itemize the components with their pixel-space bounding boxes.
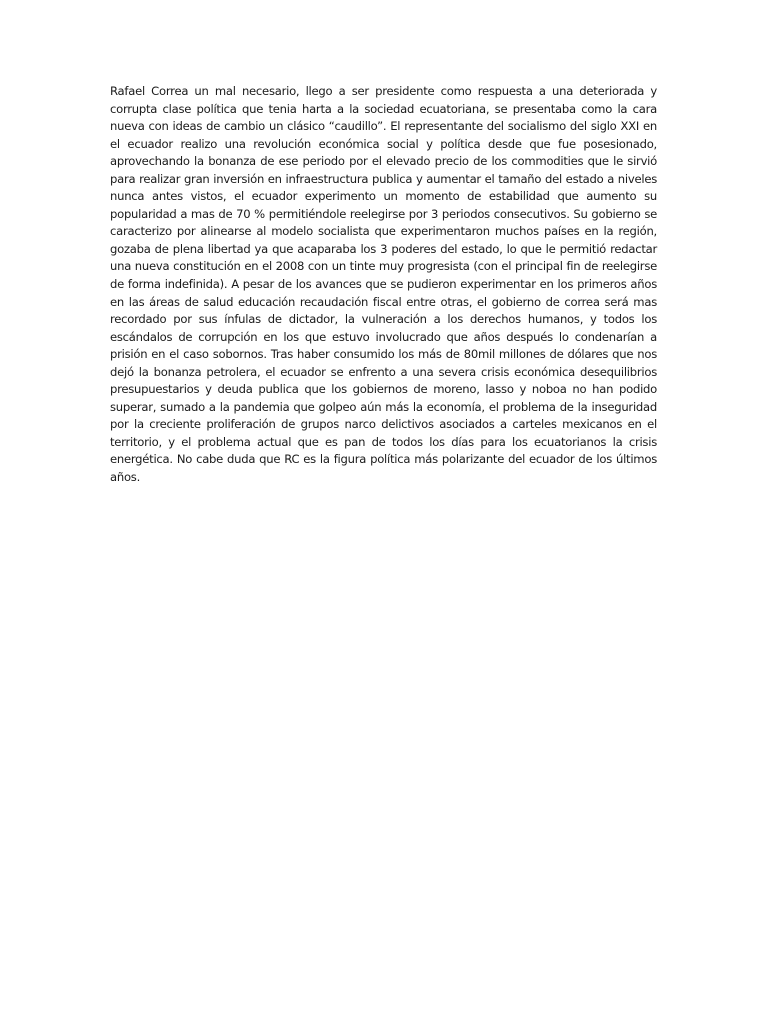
body-paragraph: Rafael Correa un mal necesario, llego a ser presidente como respuesta a una deteriorada y corrupta clase política que tenia harta a la sociedad ecuatoriana, se presentaba como la cara nueva con ideas de cambio un clásico “caudillo”. El representante del socialismo del siglo XXI en el ecuador realizo una revolución económica social y política desde que fue posesionado, aprovechando la bonanza de ese periodo por el elevado precio de los commodities que le sirvió para realizar gran inversión en infraestructura publica y aumentar el tamaño del estado a niveles nunca antes vistos, el ecuador experimento un momento de estabilidad que aumento su popularidad a mas de 70 % permitiéndole reelegirse por 3 periodos consecutivos. Su gobierno se caracterizo por alinearse al modelo socialista que experimentaron muchos países en la región, gozaba de plena libertad ya que acaparaba los 3 poderes del estado, lo que le permitió redactar una nueva constitución en el 2008 con un tinte muy progresista (con el principal fin de reelegirse de forma indefinida). A pesar de los avances que se pudieron experimentar en los primeros años en las áreas de salud educación recaudación fiscal entre otras, el gobierno de correa será mas recordado por sus ínfulas de dictador, la vulneración a los derechos humanos, y todos los escándalos de corrupción en los que estuvo involucrado que años después lo condenarían a prisión en el caso sobornos. Tras haber consumido los más de 80mil millones de dólares que nos dejó la bonanza petrolera, el ecuador se enfrento a una severa crisis económica desequilibrios presupuestarios y deuda publica que los gobiernos de moreno, lasso y noboa no han podido superar, sumado a la pandemia que golpeo aún más la economía, el problema de la inseguridad por la creciente proliferación de grupos narco delictivos asociados a carteles mexicanos en el territorio, y el problema actual que es pan de todos los días para los ecuatorianos la crisis energética. No cabe duda que RC es la figura política más polarizante del ecuador de los últimos años. — [110, 84, 657, 485]
